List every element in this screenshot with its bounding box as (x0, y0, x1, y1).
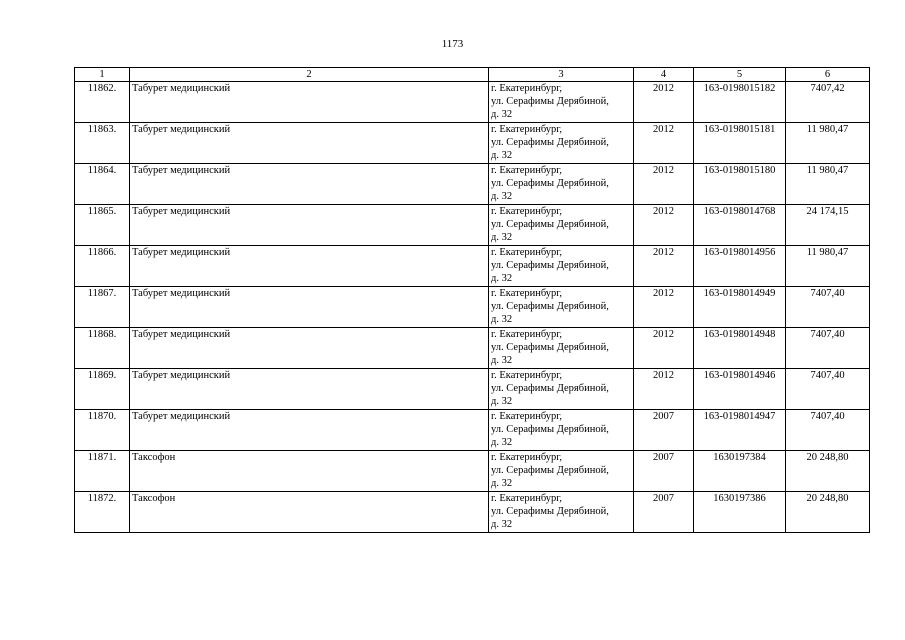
inventory-number: 163-0198014768 (694, 205, 786, 246)
item-address (489, 123, 634, 164)
address-line: г. Екатеринбург, (491, 247, 563, 258)
page-number: 1173 (441, 38, 464, 50)
item-name: Таксофон (130, 451, 489, 492)
table-row (75, 205, 870, 246)
item-cost: 7407,40 (786, 287, 870, 328)
item-year: 2012 (634, 164, 694, 205)
item-year: 2007 (634, 410, 694, 451)
table-body (75, 82, 870, 533)
address-line: ул. Серафимы Дерябиной, (491, 96, 609, 107)
address-line: г. Екатеринбург, (491, 370, 563, 381)
address-line: ул. Серафимы Дерябиной, (491, 465, 609, 476)
address-line: д. 32 (491, 191, 513, 202)
inventory-number: 163-0198014948 (694, 328, 786, 369)
item-year: 2012 (634, 123, 694, 164)
address-line: ул. Серафимы Дерябиной, (491, 301, 609, 312)
item-year: 2012 (634, 369, 694, 410)
address-line: ул. Серафимы Дерябиной, (491, 178, 609, 189)
address-line: д. 32 (491, 232, 513, 243)
item-cost: 7407,40 (786, 410, 870, 451)
row-number: 11868. (75, 328, 130, 369)
item-address (489, 246, 634, 287)
address-line: д. 32 (491, 355, 513, 366)
inventory-number: 163-0198015182 (694, 82, 786, 123)
address-line: ул. Серафимы Дерябиной, (491, 219, 609, 230)
inventory-number: 163-0198014947 (694, 410, 786, 451)
table-row (75, 123, 870, 164)
address-line: д. 32 (491, 109, 513, 120)
item-cost: 20 248,80 (786, 451, 870, 492)
item-year: 2007 (634, 451, 694, 492)
table-row (75, 410, 870, 451)
item-address (489, 82, 634, 123)
item-cost: 11 980,47 (786, 246, 870, 287)
column-header-1: 1 (75, 68, 130, 82)
column-header-5: 5 (694, 68, 786, 82)
table-row (75, 328, 870, 369)
table-row (75, 451, 870, 492)
item-name: Таксофон (130, 492, 489, 533)
item-cost: 7407,40 (786, 328, 870, 369)
table-row (75, 82, 870, 123)
column-header-2: 2 (130, 68, 489, 82)
row-number: 11869. (75, 369, 130, 410)
item-name: Табурет медицинский (130, 369, 489, 410)
item-address (489, 492, 634, 533)
address-line: д. 32 (491, 519, 513, 530)
item-cost: 11 980,47 (786, 123, 870, 164)
item-name: Табурет медицинский (130, 164, 489, 205)
address-line: д. 32 (491, 437, 513, 448)
item-year: 2012 (634, 82, 694, 123)
table-row (75, 369, 870, 410)
item-cost: 11 980,47 (786, 164, 870, 205)
column-header-6: 6 (786, 68, 870, 82)
item-year: 2012 (634, 287, 694, 328)
item-name: Табурет медицинский (130, 205, 489, 246)
item-address (489, 410, 634, 451)
item-cost: 7407,40 (786, 369, 870, 410)
table-row (75, 287, 870, 328)
inventory-number: 163-0198015181 (694, 123, 786, 164)
table-row (75, 164, 870, 205)
item-address (489, 205, 634, 246)
property-register-table (74, 67, 870, 533)
address-line: г. Екатеринбург, (491, 83, 563, 94)
inventory-number: 163-0198014949 (694, 287, 786, 328)
address-line: ул. Серафимы Дерябиной, (491, 383, 609, 394)
inventory-number: 1630197384 (694, 451, 786, 492)
row-number: 11866. (75, 246, 130, 287)
item-address (489, 287, 634, 328)
address-line: д. 32 (491, 150, 513, 161)
table-row (75, 246, 870, 287)
item-year: 2012 (634, 205, 694, 246)
item-name: Табурет медицинский (130, 410, 489, 451)
item-address (489, 328, 634, 369)
item-name: Табурет медицинский (130, 246, 489, 287)
column-header-3: 3 (489, 68, 634, 82)
table-row (75, 492, 870, 533)
row-number: 11863. (75, 123, 130, 164)
item-address (489, 164, 634, 205)
item-name: Табурет медицинский (130, 82, 489, 123)
address-line: г. Екатеринбург, (491, 329, 563, 340)
inventory-number: 1630197386 (694, 492, 786, 533)
header-row (75, 68, 870, 82)
row-number: 11867. (75, 287, 130, 328)
item-cost: 24 174,15 (786, 205, 870, 246)
address-line: г. Екатеринбург, (491, 452, 563, 463)
address-line: г. Екатеринбург, (491, 124, 563, 135)
address-line: г. Екатеринбург, (491, 165, 563, 176)
address-line: г. Екатеринбург, (491, 206, 563, 217)
item-year: 2012 (634, 246, 694, 287)
address-line: ул. Серафимы Дерябиной, (491, 506, 609, 517)
address-line: д. 32 (491, 314, 513, 325)
item-year: 2012 (634, 328, 694, 369)
address-line: г. Екатеринбург, (491, 493, 563, 504)
address-line: ул. Серафимы Дерябиной, (491, 137, 609, 148)
row-number: 11864. (75, 164, 130, 205)
inventory-number: 163-0198015180 (694, 164, 786, 205)
row-number: 11862. (75, 82, 130, 123)
item-cost: 7407,42 (786, 82, 870, 123)
address-line: ул. Серафимы Дерябиной, (491, 260, 609, 271)
column-header-4: 4 (634, 68, 694, 82)
inventory-number: 163-0198014946 (694, 369, 786, 410)
address-line: г. Екатеринбург, (491, 411, 563, 422)
address-line: ул. Серафимы Дерябиной, (491, 424, 609, 435)
row-number: 11871. (75, 451, 130, 492)
address-line: ул. Серафимы Дерябиной, (491, 342, 609, 353)
item-name: Табурет медицинский (130, 123, 489, 164)
address-line: г. Екатеринбург, (491, 288, 563, 299)
item-name: Табурет медицинский (130, 328, 489, 369)
item-address (489, 369, 634, 410)
address-line: д. 32 (491, 396, 513, 407)
row-number: 11872. (75, 492, 130, 533)
address-line: д. 32 (491, 273, 513, 284)
row-number: 11870. (75, 410, 130, 451)
item-name: Табурет медицинский (130, 287, 489, 328)
row-number: 11865. (75, 205, 130, 246)
item-address (489, 451, 634, 492)
table-header (75, 68, 870, 82)
inventory-number: 163-0198014956 (694, 246, 786, 287)
item-year: 2007 (634, 492, 694, 533)
item-cost: 20 248,80 (786, 492, 870, 533)
address-line: д. 32 (491, 478, 513, 489)
